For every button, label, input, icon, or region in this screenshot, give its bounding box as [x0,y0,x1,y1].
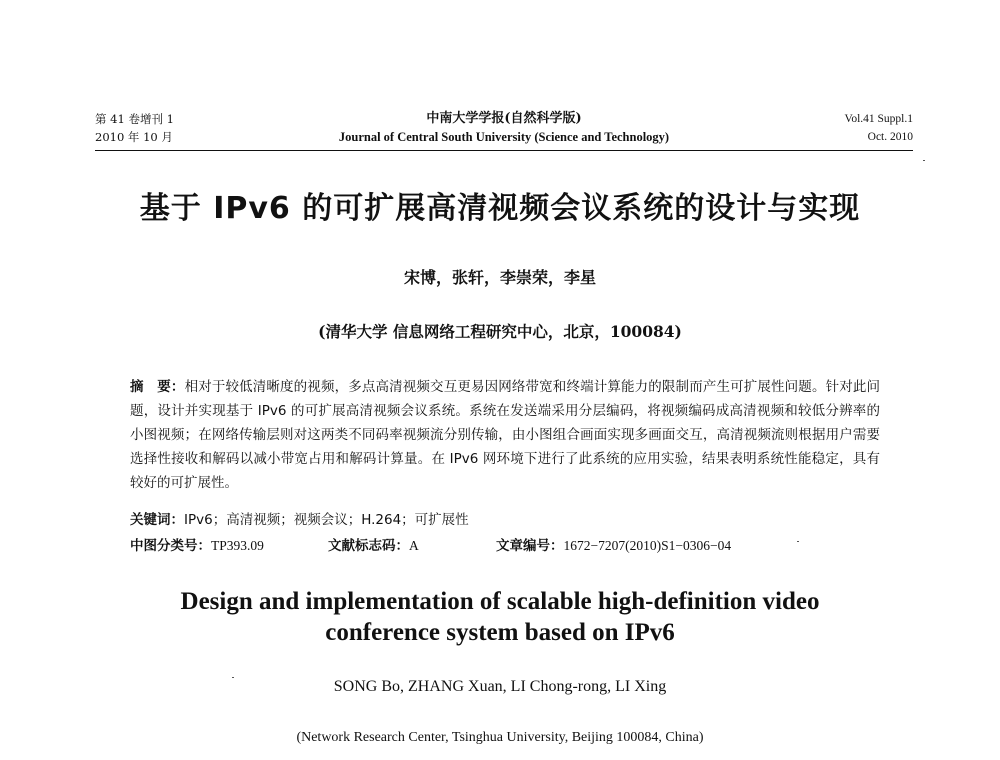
title-en-line-1: Design and implementation of scalable high-definition video [180,588,820,615]
abstract-cn [130,375,880,495]
abstract-label: 摘 要： [130,379,185,395]
document-code [328,536,419,556]
journal-name-cn: 中南大学学报(自然科学版) [426,111,582,126]
abstract-text: 相对于较低清晰度的视频，多点高清视频交互更易因网络带宽和终端计算能力的限制而产生可扩展性问题。针对此问题，设计并实现基于 IPv6 的可扩展高清视频会议系统。系统在发送端采用分层编码，将视频编码成高清视频和较低分辨率的小图视频；在网络传输层则对这两类不同码率视频流分别传输，由小图组合画面实现多画面交互，高清视频流则根据用户需要选择性接收和解码以减小带宽占用和解码计算量。在 IPv6 网环境下进行了此系统的应用实验，结果表明系统性能稳定，具有较好的可扩展性。 [130,379,881,491]
scan-speck [797,541,799,542]
keywords-label: 关键词： [130,512,184,528]
clc-number [130,536,264,556]
running-header [95,112,913,152]
volume-suppl-en: Vol.41 Suppl.1 [844,113,913,125]
paper-title-cn: 基于 IPv6 的可扩展高清视频会议系统的设计与实现 [139,191,861,226]
affiliation-en: (Network Research Center, Tsinghua University, Beijing 100084, China) [296,730,704,745]
keywords-cn [130,510,880,530]
doc-code-value: A [409,538,419,553]
publication-date-cn: 2010 年 10 月 [95,130,173,144]
title-en-line-2: conference system based on IPv6 [325,619,675,646]
affiliation-cn: (清华大学 信息网络工程研究中心，北京，100084) [318,322,682,341]
article-no-value: 1672−7207(2010)S1−0306−04 [563,538,732,553]
paper-title-en [0,586,1000,648]
scan-speck [923,160,925,161]
volume-issue: 第 41 卷增刊 1 [95,112,174,126]
authors-cn: 宋博，张轩，李崇荣，李星 [403,268,596,287]
article-no-label: 文章编号： [496,538,564,554]
scan-speck [232,677,234,678]
authors-en: SONG Bo, ZHANG Xuan, LI Chong-rong, LI Xing [333,678,667,695]
keywords-text: IPv6；高清视频；视频会议；H.264；可扩展性 [184,512,469,528]
doc-code-label: 文献标志码： [328,538,409,554]
publication-date-en: Oct. 2010 [867,131,913,143]
header-rule [95,150,913,151]
article-number [496,536,731,556]
clc-label: 中图分类号： [130,538,211,554]
clc-value: TP393.09 [211,538,264,553]
journal-name-en: Journal of Central South University (Science and Technology) [338,130,670,144]
